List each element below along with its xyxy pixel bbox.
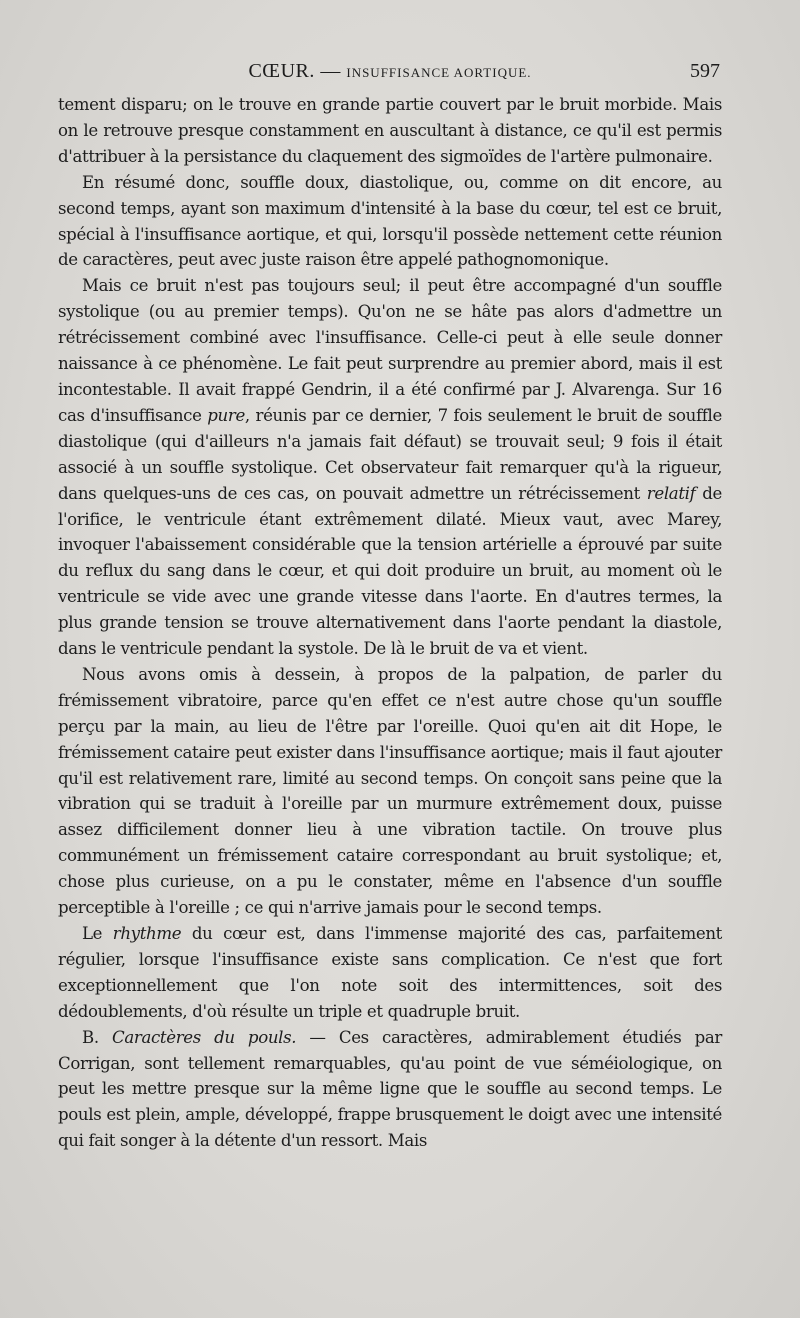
paragraph-text: tement disparu; on le trouve en grande partie couvert par le bruit morbide. Mais on le retrouve presque constamment en auscultant à distance, ce qu'il est permis d'attribuer à la persistance du claquement des sigmoïdes de l'artère pulmonaire. bbox=[58, 95, 722, 166]
paragraph-text: de l'orifice, le ventricule étant extrêmement dilaté. Mieux vaut, avec Marey, invoquer l'abaissement considérable que la tension artérielle a éprouvé par suite du reflux du sang dans le cœur, et qui doit produire un bruit, au moment où le ventricule se vide avec une grande vitesse dans l'aorte. En d'autres termes, la plus grande tension se trouve alternativement dans l'aorte pendant la diastole, dans le ventricule pendant la systole. De là le bruit de va et vient. bbox=[58, 483, 722, 659]
paragraph-rhythm bbox=[58, 921, 722, 1025]
paragraph-text: En résumé donc, souffle doux, diastolique, ou, comme on dit encore, au second temps, ayant son maximum d'intensité à la base du cœur, tel est ce bruit, spécial à l'insuffisance aortique, et qui, lorsqu'il possède nettement cette réunion de caractères, peut avec juste raison être appelé pathognomonique. bbox=[58, 172, 722, 270]
italic-term: pure bbox=[207, 405, 245, 425]
italic-term: relatif bbox=[646, 483, 696, 503]
paragraph-text: , réunis par ce dernier, 7 fois seulement le bruit de souffle diastolique (qui d'ailleurs n'a jamais fait défaut) se trouvait seul; 9 fois il était associé à un souffle systolique. Cet observateur fait remarquer qu'à la rigueur, dans quelques-uns de ces cas, on pouvait admettre un rétrécissement bbox=[58, 405, 722, 503]
running-title bbox=[58, 60, 722, 83]
header-title: CŒUR. — bbox=[248, 60, 341, 82]
paragraph-text: — Ces caractères, admirablement étudiés par Corrigan, sont tellement remarquables, qu'au point de vue séméiologique, on peut les mettre presque sur la même ligne que le souffle au second temps. Le pouls est plein, ample, développé, frappe brusquement le doigt avec une intensité qui fait songer à la détente d'un ressort. Mais bbox=[58, 1027, 722, 1151]
paragraph-text: B. bbox=[82, 1027, 112, 1047]
paragraph-thrill bbox=[58, 662, 722, 921]
italic-term: rhythme bbox=[112, 924, 182, 943]
paragraph-systolic-murmur bbox=[58, 273, 722, 662]
paragraph-continued bbox=[58, 92, 722, 170]
paragraph-text: Mais ce bruit n'est pas toujours seul; il peut être accompagné d'un souffle systolique (ou au premier temps). Qu'on ne se hâte pas alors d'admettre un rétrécissement combiné avec l'insuffisance. Celle-ci peut à elle seule donner naissance à ce phénomène. Le fait peut surprendre au premier abord, mais il est incontestable. Il avait frappé Gendrin, il a été confirmé par J. Alvarenga. Sur 16 cas d'insuffisance bbox=[58, 276, 722, 425]
paragraph-text: Nous avons omis à dessein, à propos de la palpation, de parler du frémissement vibratoire, parce qu'en effet ce n'est autre chose qu'un souffle perçu par la main, au lieu de l'être par l'oreille. Quoi qu'en ait dit Hope, le frémissement cataire peut exister dans l'insuffisance aortique; mais il faut ajouter qu'il est relativement rare, limité au second temps. On conçoit sans peine que la vibration qui se traduit à l'oreille par un murmure extrêmement doux, puisse assez difficilement donner lieu à une vibration tactile. On trouve plus communément un frémissement cataire correspondant au bruit systolique; et, chose plus curieuse, on a pu le constater, même en l'absence d'un souffle perceptible à l'oreille ; ce qui n'arrive jamais pour le second temps. bbox=[58, 664, 722, 918]
running-header bbox=[58, 60, 722, 86]
page-number: 597 bbox=[690, 60, 720, 82]
section-heading: Caractères du pouls. bbox=[111, 1027, 297, 1047]
header-subtitle: INSUFFISANCE AORTIQUE. bbox=[346, 65, 532, 80]
body-text bbox=[58, 92, 722, 1154]
paragraph-text: Le bbox=[82, 924, 113, 943]
paragraph-summary bbox=[58, 170, 722, 274]
paragraph-text: du cœur est, dans l'immense majorité des cas, parfaitement régulier, lorsque l'insuffisance existe sans complication. Ce n'est que fort exceptionnellement que l'on note soit des intermittences, soit des dédoublements, d'où résulte un triple et quadruple bruit. bbox=[58, 924, 722, 1021]
paragraph-pulse bbox=[58, 1025, 722, 1155]
